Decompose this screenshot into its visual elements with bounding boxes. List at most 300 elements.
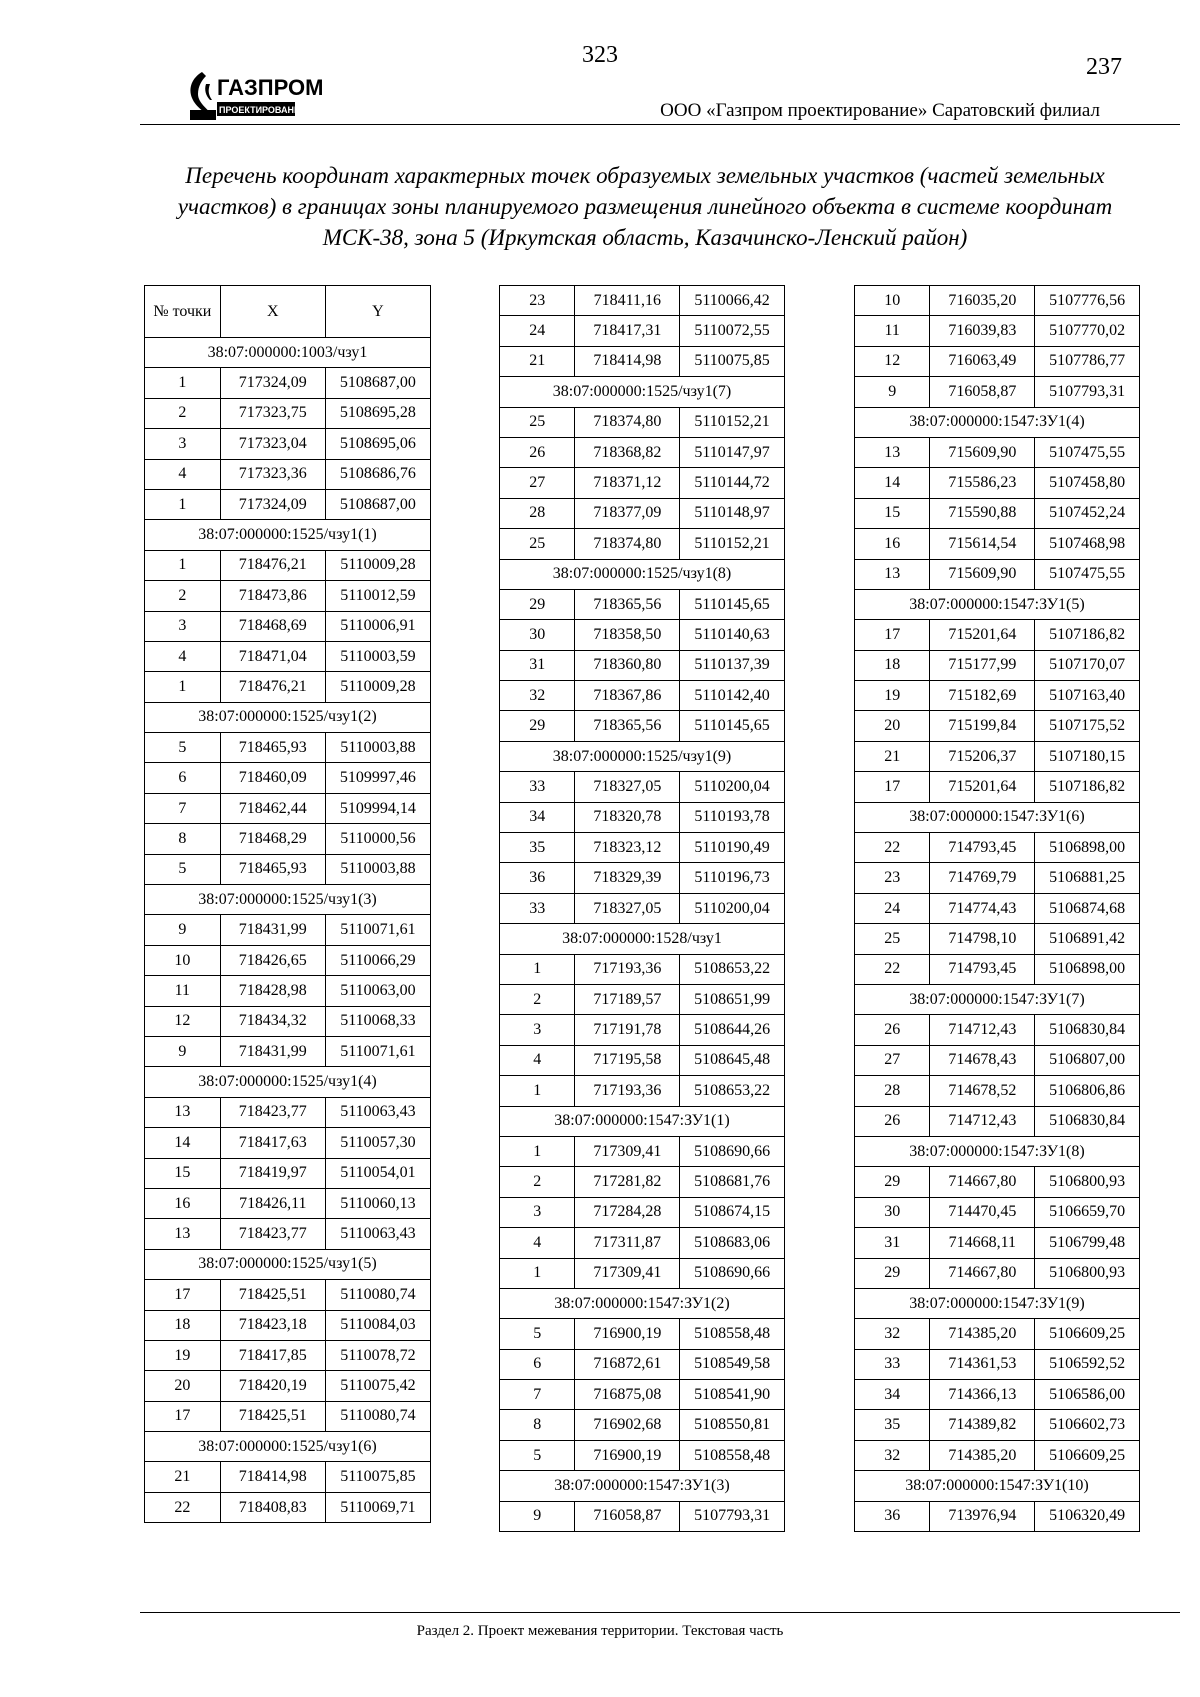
coord-y: 5110068,33 [325, 1006, 430, 1036]
coord-x: 714385,20 [930, 1440, 1035, 1470]
coord-y: 5108686,76 [325, 459, 430, 489]
coord-x: 716063,49 [930, 346, 1035, 376]
coord-x: 718465,93 [220, 733, 325, 763]
point-number: 4 [500, 1045, 575, 1075]
coord-x: 718462,44 [220, 793, 325, 823]
point-number: 21 [145, 1462, 221, 1492]
point-number: 5 [500, 1319, 575, 1349]
coord-x: 718468,29 [220, 824, 325, 854]
table-row [145, 489, 431, 519]
point-number: 32 [855, 1440, 930, 1470]
header-x: X [220, 286, 325, 338]
coord-y: 5106800,93 [1035, 1258, 1140, 1288]
coordinates-table-1 [144, 285, 431, 1523]
parcel-id: 38:07:000000:1547:ЗУ1(6) [855, 802, 1140, 832]
table-row [500, 802, 785, 832]
point-number: 2 [145, 581, 221, 611]
coord-x: 714389,82 [930, 1410, 1035, 1440]
coord-x: 718323,12 [575, 833, 680, 863]
table-row [145, 581, 431, 611]
point-number: 25 [500, 407, 575, 437]
coord-y: 5110075,85 [680, 346, 785, 376]
header-divider [140, 124, 1180, 125]
coord-x: 714667,80 [930, 1167, 1035, 1197]
point-number: 4 [145, 459, 221, 489]
coord-x: 715614,54 [930, 529, 1035, 559]
coord-x: 717189,57 [575, 984, 680, 1014]
section-row [500, 377, 785, 407]
coord-y: 5106659,70 [1035, 1197, 1140, 1227]
coord-y: 5110196,73 [680, 863, 785, 893]
point-number: 22 [145, 1492, 221, 1522]
parcel-id: 38:07:000000:1525/чзу1(4) [145, 1067, 431, 1097]
point-number: 29 [500, 711, 575, 741]
table-row [500, 1319, 785, 1349]
table-row [500, 1045, 785, 1075]
point-number: 9 [145, 915, 221, 945]
table-row [500, 1076, 785, 1106]
coord-y: 5110137,39 [680, 650, 785, 680]
coord-x: 718374,80 [575, 529, 680, 559]
point-number: 35 [500, 833, 575, 863]
table-row [145, 793, 431, 823]
table-row [855, 1228, 1140, 1258]
coord-y: 5106799,48 [1035, 1228, 1140, 1258]
footer-divider [140, 1612, 1180, 1613]
parcel-id: 38:07:000000:1547:ЗУ1(1) [500, 1106, 785, 1136]
point-number: 13 [145, 1219, 221, 1249]
coord-x: 717311,87 [575, 1228, 680, 1258]
table-row [145, 824, 431, 854]
table-row [500, 650, 785, 680]
coord-x: 716039,83 [930, 316, 1035, 346]
table-row [500, 529, 785, 559]
point-number: 25 [500, 529, 575, 559]
coord-x: 718468,69 [220, 611, 325, 641]
table-row [145, 854, 431, 884]
coord-x: 717284,28 [575, 1197, 680, 1227]
point-number: 5 [145, 854, 221, 884]
point-number: 9 [500, 1501, 575, 1531]
coord-y: 5110071,61 [325, 1036, 430, 1066]
coord-x: 718460,09 [220, 763, 325, 793]
coord-y: 5107793,31 [1035, 377, 1140, 407]
coord-y: 5110152,21 [680, 529, 785, 559]
header-num: № точки [145, 286, 221, 338]
coord-y: 5106874,68 [1035, 893, 1140, 923]
point-number: 19 [145, 1340, 221, 1370]
logo-text: ГАЗПРОМ [217, 75, 324, 100]
point-number: 36 [855, 1501, 930, 1531]
section-row [855, 407, 1140, 437]
section-row [145, 702, 431, 732]
coord-x: 717309,41 [575, 1136, 680, 1166]
point-number: 33 [855, 1349, 930, 1379]
coord-y: 5107770,02 [1035, 316, 1140, 346]
point-number: 5 [500, 1440, 575, 1470]
table-row [500, 1501, 785, 1531]
coord-x: 715201,64 [930, 772, 1035, 802]
table-row [500, 1380, 785, 1410]
table-row [145, 1219, 431, 1249]
table-row [855, 681, 1140, 711]
point-number: 17 [855, 772, 930, 802]
coord-x: 718417,85 [220, 1340, 325, 1370]
parcel-id: 38:07:000000:1547:ЗУ1(3) [500, 1471, 785, 1501]
point-number: 1 [145, 489, 221, 519]
coord-y: 5110057,30 [325, 1128, 430, 1158]
coord-y: 5107786,77 [1035, 346, 1140, 376]
point-number: 3 [145, 611, 221, 641]
coord-y: 5109997,46 [325, 763, 430, 793]
coord-x: 714769,79 [930, 863, 1035, 893]
coord-y: 5110145,65 [680, 589, 785, 619]
coord-y: 5108695,28 [325, 398, 430, 428]
point-number: 14 [145, 1128, 221, 1158]
table-row [855, 711, 1140, 741]
table-row [500, 346, 785, 376]
point-number: 1 [145, 672, 221, 702]
coord-y: 5106807,00 [1035, 1045, 1140, 1075]
coord-x: 718367,86 [575, 681, 680, 711]
section-row [500, 559, 785, 589]
section-row [855, 1288, 1140, 1318]
organization-name: ООО «Газпром проектирование» Саратовский филиал [660, 100, 1100, 121]
coord-y: 5110003,59 [325, 641, 430, 671]
section-row [500, 1288, 785, 1318]
point-number: 30 [855, 1197, 930, 1227]
table-row [855, 286, 1140, 316]
point-number: 15 [145, 1158, 221, 1188]
coord-y: 5110009,28 [325, 550, 430, 580]
coord-x: 716900,19 [575, 1319, 680, 1349]
table-row [855, 741, 1140, 771]
coord-x: 714793,45 [930, 954, 1035, 984]
point-number: 22 [855, 833, 930, 863]
point-number: 10 [855, 286, 930, 316]
coord-x: 718365,56 [575, 711, 680, 741]
point-number: 26 [500, 437, 575, 467]
coord-x: 718425,51 [220, 1280, 325, 1310]
table-row [145, 1280, 431, 1310]
table-row [500, 1197, 785, 1227]
table-row [855, 1076, 1140, 1106]
coord-x: 714678,52 [930, 1076, 1035, 1106]
coord-y: 5106881,25 [1035, 863, 1140, 893]
table-row [855, 316, 1140, 346]
coord-y: 5109994,14 [325, 793, 430, 823]
coord-y: 5108541,90 [680, 1380, 785, 1410]
section-row [145, 1432, 431, 1462]
table-row [145, 641, 431, 671]
table-row [855, 468, 1140, 498]
coord-y: 5106830,84 [1035, 1015, 1140, 1045]
point-number: 4 [145, 641, 221, 671]
table-row [145, 733, 431, 763]
table-row [855, 498, 1140, 528]
coord-y: 5107468,98 [1035, 529, 1140, 559]
table-row [500, 772, 785, 802]
coord-x: 717323,75 [220, 398, 325, 428]
header-y: Y [325, 286, 430, 338]
point-number: 10 [145, 945, 221, 975]
table-row [500, 984, 785, 1014]
coord-y: 5110084,03 [325, 1310, 430, 1340]
coord-x: 716875,08 [575, 1380, 680, 1410]
coord-y: 5108690,66 [680, 1136, 785, 1166]
table-row [145, 1036, 431, 1066]
coord-y: 5110148,97 [680, 498, 785, 528]
coord-y: 5110063,00 [325, 976, 430, 1006]
parcel-id: 38:07:000000:1525/чзу1(7) [500, 377, 785, 407]
table-row [855, 893, 1140, 923]
table-row [855, 1258, 1140, 1288]
point-number: 22 [855, 954, 930, 984]
coord-x: 718411,16 [575, 286, 680, 316]
coord-x: 718371,12 [575, 468, 680, 498]
coord-x: 718426,65 [220, 945, 325, 975]
coord-y: 5110006,91 [325, 611, 430, 641]
table-row [855, 377, 1140, 407]
point-number: 28 [500, 498, 575, 528]
table-row [145, 1492, 431, 1522]
coord-y: 5106586,00 [1035, 1380, 1140, 1410]
coord-x: 714678,43 [930, 1045, 1035, 1075]
coord-x: 718358,50 [575, 620, 680, 650]
section-row [145, 338, 431, 368]
table-row [145, 763, 431, 793]
table-row [145, 1310, 431, 1340]
coord-x: 718327,05 [575, 772, 680, 802]
point-number: 13 [145, 1097, 221, 1127]
point-number: 27 [500, 468, 575, 498]
coord-y: 5106898,00 [1035, 833, 1140, 863]
point-number: 23 [500, 286, 575, 316]
table-row [500, 893, 785, 923]
coord-x: 718431,99 [220, 915, 325, 945]
coord-y: 5107175,52 [1035, 711, 1140, 741]
table-row [145, 550, 431, 580]
coord-y: 5110142,40 [680, 681, 785, 711]
coord-x: 718476,21 [220, 550, 325, 580]
table-row [145, 459, 431, 489]
point-number: 31 [500, 650, 575, 680]
coord-y: 5110078,72 [325, 1340, 430, 1370]
coord-x: 718329,39 [575, 863, 680, 893]
coord-y: 5110069,71 [325, 1492, 430, 1522]
coord-y: 5110063,43 [325, 1219, 430, 1249]
point-number: 34 [855, 1380, 930, 1410]
coord-x: 717323,36 [220, 459, 325, 489]
point-number: 2 [500, 984, 575, 1014]
coord-y: 5106806,86 [1035, 1076, 1140, 1106]
point-number: 11 [145, 976, 221, 1006]
section-row [145, 885, 431, 915]
coord-x: 718374,80 [575, 407, 680, 437]
page-number: 323 [582, 42, 618, 68]
coord-x: 714361,53 [930, 1349, 1035, 1379]
table-row [500, 1228, 785, 1258]
point-number: 18 [145, 1310, 221, 1340]
table-row [500, 316, 785, 346]
point-number: 32 [855, 1319, 930, 1349]
table-row [145, 1097, 431, 1127]
point-number: 3 [145, 429, 221, 459]
coord-x: 717324,09 [220, 368, 325, 398]
point-number: 1 [500, 954, 575, 984]
point-number: 29 [855, 1167, 930, 1197]
coord-x: 718423,18 [220, 1310, 325, 1340]
coord-y: 5106609,25 [1035, 1440, 1140, 1470]
point-number: 28 [855, 1076, 930, 1106]
point-number: 34 [500, 802, 575, 832]
point-number: 7 [145, 793, 221, 823]
coord-y: 5108550,81 [680, 1410, 785, 1440]
coord-x: 716035,20 [930, 286, 1035, 316]
coord-y: 5108651,99 [680, 984, 785, 1014]
coord-x: 718368,82 [575, 437, 680, 467]
coord-x: 718377,09 [575, 498, 680, 528]
coord-y: 5106800,93 [1035, 1167, 1140, 1197]
table-row [500, 1136, 785, 1166]
parcel-id: 38:07:000000:1525/чзу1(5) [145, 1249, 431, 1279]
coord-x: 714774,43 [930, 893, 1035, 923]
coord-x: 714793,45 [930, 833, 1035, 863]
coord-x: 715206,37 [930, 741, 1035, 771]
coord-x: 718360,80 [575, 650, 680, 680]
point-number: 14 [855, 468, 930, 498]
point-number: 35 [855, 1410, 930, 1440]
section-row [855, 1136, 1140, 1166]
table-row [145, 1462, 431, 1492]
point-number: 1 [145, 550, 221, 580]
coord-x: 718473,86 [220, 581, 325, 611]
point-number: 9 [855, 377, 930, 407]
coord-y: 5107452,24 [1035, 498, 1140, 528]
coord-x: 714798,10 [930, 924, 1035, 954]
table-row [145, 1006, 431, 1036]
logo-subtext: ПРОЕКТИРОВАНИЕ [219, 105, 307, 115]
table-row [855, 529, 1140, 559]
section-row [500, 1106, 785, 1136]
coord-y: 5108645,48 [680, 1045, 785, 1075]
coord-x: 714712,43 [930, 1106, 1035, 1136]
point-number: 2 [500, 1167, 575, 1197]
coord-y: 5110054,01 [325, 1158, 430, 1188]
coord-y: 5107776,56 [1035, 286, 1140, 316]
coord-x: 718423,77 [220, 1219, 325, 1249]
point-number: 13 [855, 437, 930, 467]
point-number: 29 [500, 589, 575, 619]
table-row [855, 1045, 1140, 1075]
point-number: 13 [855, 559, 930, 589]
parcel-id: 38:07:000000:1547:ЗУ1(4) [855, 407, 1140, 437]
section-row [145, 520, 431, 550]
point-number: 8 [500, 1410, 575, 1440]
section-row [145, 1249, 431, 1279]
point-number: 2 [145, 398, 221, 428]
sheet-number: 237 [1086, 54, 1122, 80]
table-row [500, 1410, 785, 1440]
coord-x: 718320,78 [575, 802, 680, 832]
coord-x: 716900,19 [575, 1440, 680, 1470]
coord-x: 717191,78 [575, 1015, 680, 1045]
coord-x: 715609,90 [930, 437, 1035, 467]
point-number: 33 [500, 893, 575, 923]
coord-x: 718476,21 [220, 672, 325, 702]
coord-y: 5110075,42 [325, 1371, 430, 1401]
parcel-id: 38:07:000000:1003/чзу1 [145, 338, 431, 368]
coord-x: 714712,43 [930, 1015, 1035, 1045]
parcel-id: 38:07:000000:1547:ЗУ1(10) [855, 1471, 1140, 1501]
point-number: 1 [500, 1136, 575, 1166]
coord-x: 718431,99 [220, 1036, 325, 1066]
parcel-id: 38:07:000000:1547:ЗУ1(9) [855, 1288, 1140, 1318]
footer-text: Раздел 2. Проект межевания территории. Текстовая часть [416, 1623, 784, 1639]
table-row [500, 286, 785, 316]
section-row [855, 984, 1140, 1014]
coord-y: 5110080,74 [325, 1401, 430, 1431]
table-row [855, 650, 1140, 680]
section-row [855, 589, 1140, 619]
table-row [855, 1501, 1140, 1531]
coord-x: 717281,82 [575, 1167, 680, 1197]
table-row [500, 468, 785, 498]
coord-x: 717195,58 [575, 1045, 680, 1075]
table-row [500, 863, 785, 893]
parcel-id: 38:07:000000:1525/чзу1(6) [145, 1432, 431, 1462]
point-number: 27 [855, 1045, 930, 1075]
coord-y: 5107186,82 [1035, 772, 1140, 802]
point-number: 4 [500, 1228, 575, 1258]
table-row [500, 589, 785, 619]
coord-y: 5110193,78 [680, 802, 785, 832]
coord-y: 5108653,22 [680, 1076, 785, 1106]
parcel-id: 38:07:000000:1525/чзу1(9) [500, 741, 785, 771]
coord-x: 715590,88 [930, 498, 1035, 528]
parcel-id: 38:07:000000:1547:ЗУ1(2) [500, 1288, 785, 1318]
coordinates-table-3 [854, 285, 1140, 1532]
coord-x: 715182,69 [930, 681, 1035, 711]
point-number: 26 [855, 1106, 930, 1136]
table-row [855, 954, 1140, 984]
coord-x: 717324,09 [220, 489, 325, 519]
coord-y: 5110147,97 [680, 437, 785, 467]
table-row [855, 1167, 1140, 1197]
coord-y: 5110003,88 [325, 854, 430, 884]
coord-x: 715609,90 [930, 559, 1035, 589]
coord-x: 716902,68 [575, 1410, 680, 1440]
coord-y: 5108549,58 [680, 1349, 785, 1379]
parcel-id: 38:07:000000:1525/чзу1(8) [500, 559, 785, 589]
point-number: 6 [145, 763, 221, 793]
point-number: 21 [855, 741, 930, 771]
coord-x: 714667,80 [930, 1258, 1035, 1288]
point-number: 24 [855, 893, 930, 923]
point-number: 1 [145, 368, 221, 398]
point-number: 16 [855, 529, 930, 559]
document-title: Перечень координат характерных точек образуемых земельных участков (частей земельных участков) в границах зоны планируемого размещения линейного объекта в системе координат МСК-38, зона 5 (Иркутская область, Казачинско-Ленский район) [177, 163, 1113, 250]
coord-y: 5106891,42 [1035, 924, 1140, 954]
coord-y: 5107186,82 [1035, 620, 1140, 650]
coord-x: 718414,98 [575, 346, 680, 376]
coord-x: 718425,51 [220, 1401, 325, 1431]
coord-y: 5110145,65 [680, 711, 785, 741]
coord-y: 5110140,63 [680, 620, 785, 650]
coord-y: 5107793,31 [680, 1501, 785, 1531]
point-number: 17 [855, 620, 930, 650]
coord-x: 714366,13 [930, 1380, 1035, 1410]
